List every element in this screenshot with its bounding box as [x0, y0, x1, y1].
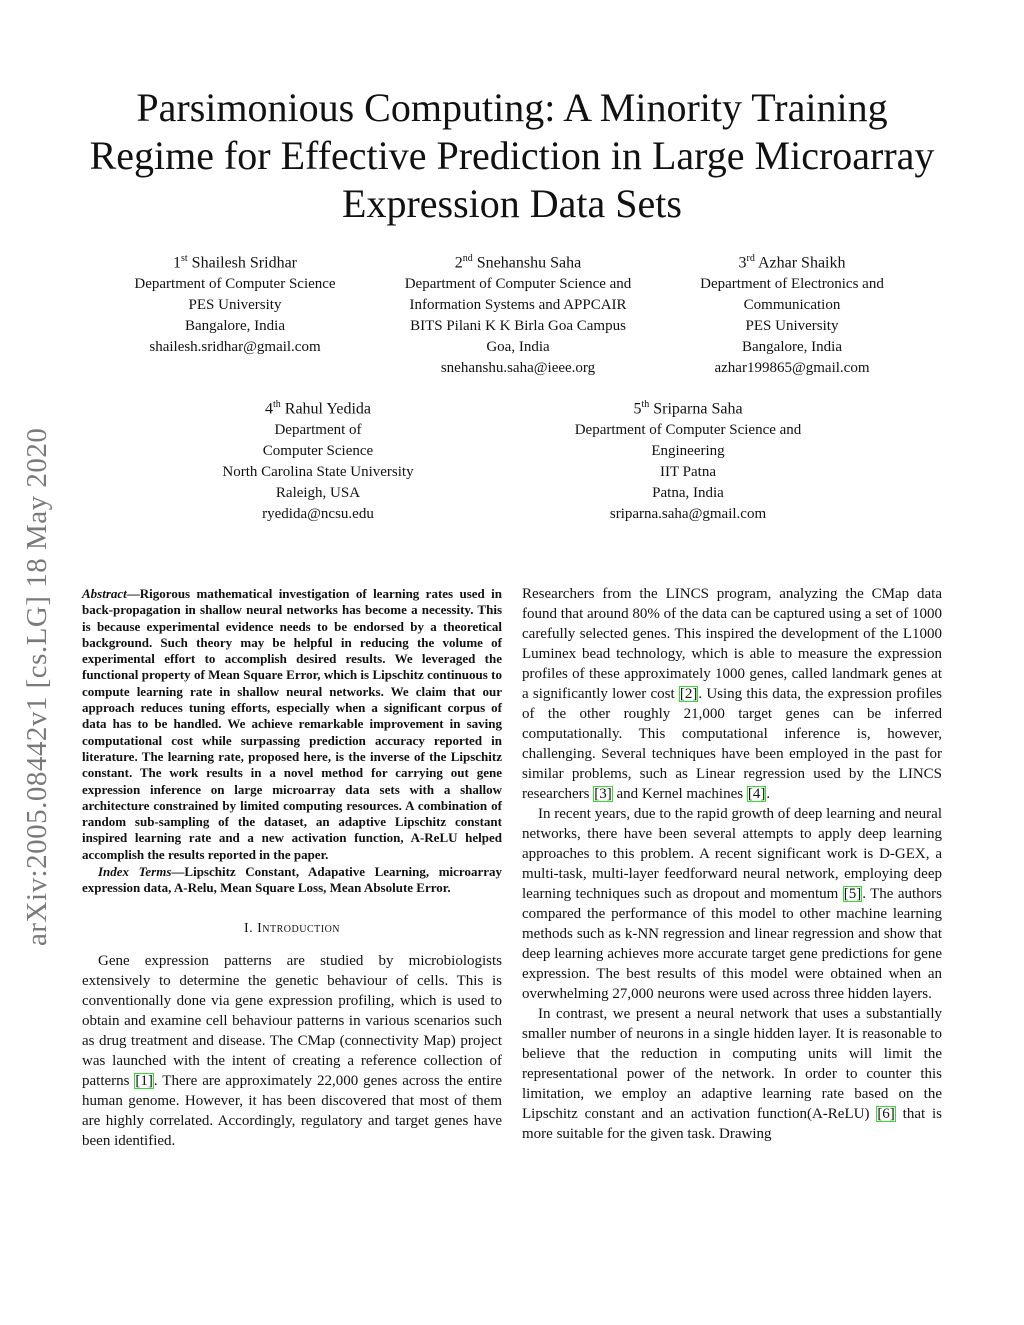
right-column	[522, 584, 942, 1144]
body-paragraph: In recent years, due to the rapid growth of deep learning and neural networks, there have been several attempts to apply deep learning approaches to this problem. A recent significant work is D-GEX, a multi-task, multi-layer feedforward neural network, employing deep learning techniques such as dropout and momentum [5]. The authors compared the performance of this model to other machine learning methods such as k-NN regression and linear regression and show that deep learning achieves more accurate target gene predictions for gene expression. The best results of this model were obtained when an overwhelming 27,000 neurons were used across three hidden layers.	[522, 806, 942, 1002]
arxiv-identifier: arXiv:2005.08442v1 [cs.LG] 18 May 2020	[21, 427, 53, 946]
author-email: ryedida@ncsu.edu	[262, 506, 374, 523]
author-affiliation: Department of	[274, 422, 362, 439]
abstract	[82, 586, 502, 863]
author-affiliation: Bangalore, India	[185, 318, 285, 335]
author-name: Rahul Yedida	[284, 400, 371, 418]
author-email: azhar199865@gmail.com	[714, 360, 870, 377]
author-affiliation: Goa, India	[486, 339, 550, 356]
author-affiliation: Department of Computer Science	[134, 276, 336, 293]
author-1: 1st Shailesh Sridhar Department of Computer Science PES University Bangalore, India shailesh.sridhar@gmail.com	[100, 248, 370, 358]
abstract-label: Abstract	[82, 586, 127, 601]
section-title-introduction: I. Introduction	[243, 920, 341, 936]
author-name: Sriparna Saha	[653, 400, 743, 418]
author-2: 2nd Snehanshu Saha Department of Computer Science and Information Systems and APPCAIR BITS Pilani K K Birla Goa Campus Goa, India snehanshu.saha@ieee.org	[368, 248, 668, 379]
author-affiliation: IIT Patna	[660, 464, 716, 481]
author-affiliation: Communication	[743, 297, 841, 314]
citation-link[interactable]: [1]	[135, 1072, 153, 1089]
index-terms-label: Index Terms	[98, 864, 172, 880]
author-affiliation: Raleigh, USA	[275, 485, 361, 502]
citation-link[interactable]: [6]	[877, 1106, 895, 1122]
author-affiliation: Computer Science	[262, 443, 374, 460]
author-5: 5th Sriparna Saha Department of Computer Science and Engineering IIT Patna Patna, India sriparna.saha@gmail.com	[538, 394, 838, 525]
citation-link[interactable]: [4]	[747, 786, 766, 802]
author-affiliation: Information Systems and APPCAIR	[409, 297, 627, 314]
author-affiliation: PES University	[745, 318, 839, 335]
author-affiliation: Engineering	[651, 443, 725, 460]
author-name: Shailesh Sridhar	[191, 254, 297, 272]
author-name: Snehanshu Saha	[476, 254, 582, 272]
index-terms-text: —Lipschitz Constant, Adapative Learning, microarray expression data, A-Relu, Mean Square Loss, Mean Absolute Error.	[82, 864, 503, 896]
index-terms	[82, 864, 502, 897]
author-affiliation: Department of Computer Science and	[404, 276, 632, 293]
author-affiliation: BITS Pilani K K Birla Goa Campus	[410, 318, 626, 335]
author-affiliation: Patna, India	[652, 485, 724, 502]
citation-link[interactable]: [5]	[843, 886, 862, 902]
author-affiliation: Department of Electronics and	[700, 276, 884, 293]
author-email: snehanshu.saha@ieee.org	[440, 360, 596, 377]
author-affiliation: Department of Computer Science and	[574, 422, 802, 439]
left-column	[82, 586, 502, 1151]
author-3: 3rd Azhar Shaikh Department of Electronics and Communication PES University Bangalore, India azhar199865@gmail.com	[672, 248, 912, 379]
author-affiliation: PES University	[188, 297, 282, 314]
abstract-text: —Rigorous mathematical investigation of learning rates used in back-propagation in shallow neural networks has become a necessity. This is because experimental evidence needs to be endorsed by a theoretical background. Such theory may be helpful in reducing the volume of experimental effort to accomplish desired results. We leveraged the functional property of Mean Square Error, which is Lipschitz continuous to compute learning rate in shallow neural networks. We claim that our approach reduces tuning efforts, especially when a significant corpus of data has to be handled. We achieve remarkable improvement in saving computational cost while surpassing prediction accuracy reported in literature. The learning rate, proposed here, is the inverse of the Lipschitz constant. The work results in a novel method for carrying out gene expression inference on large microarray data sets with a shallow architecture constrained by limited computing resources. A combination of random sub-sampling of the dataset, an adaptive Lipschitz constant inspired learning rate and a new activation function, A-ReLU helped accomplish the results reported in the paper.	[82, 586, 502, 862]
author-email: sriparna.saha@gmail.com	[609, 506, 767, 523]
author-email: shailesh.sridhar@gmail.com	[149, 339, 321, 356]
author-affiliation: Bangalore, India	[742, 339, 842, 356]
body-paragraph: Researchers from the LINCS program, analyzing the CMap data found that around 80% of the data can be captured using a set of 1000 carefully selected genes. This inspired the development of the L1000 Luminex bead technology, which is able to measure the expression profiles of these approximately 1000 genes, called landmark genes at a significantly lower cost [2]. Using this data, the expression profiles of the other roughly 21,000 target genes can be inferred computationally. This computational inference is, however, challenging. Several techniques have been employed in the past for similar problems, such as Linear regression used by the LINCS researchers [3] and Kernel machines [4].	[522, 586, 942, 802]
author-4: 4th Rahul Yedida Department of Computer Science North Carolina State University Raleigh, USA ryedida@ncsu.edu	[188, 394, 448, 525]
body-paragraph: In contrast, we present a neural network that uses a substantially smaller number of neurons in a single hidden layer. It is reasonable to believe that the reduction in computing units will limit the representational power of the network. In order to counter this limitation, we employ an adaptive learning rate based on the Lipschitz constant and an activation function(A-ReLU) [6] that is more suitable for the given task. Drawing	[522, 1006, 943, 1142]
citation-link[interactable]: [3]	[594, 786, 612, 802]
citation-link[interactable]: [2]	[679, 686, 698, 702]
paper-title: Parsimonious Computing: A Minority Training Regime for Effective Prediction in Large Microarray Expression Data Sets	[89, 85, 935, 226]
intro-paragraph: Gene expression patterns are studied by microbiologists extensively to determine the genetic behaviour of cells. This is conventionally done via gene expression profiling, which is used to obtain and examine cell behaviour patterns in various scenarios such as drug treatment and disease. The CMap (connectivity Map) project was launched with the intent of creating a reference collection of patterns [1]. There are approximately 22,000 genes across the entire human genome. However, it has been discovered that most of them are highly correlated. Accordingly, regulatory and target genes have been identified.	[82, 952, 502, 1149]
author-affiliation: North Carolina State University	[222, 464, 414, 481]
author-name: Azhar Shaikh	[757, 254, 846, 272]
